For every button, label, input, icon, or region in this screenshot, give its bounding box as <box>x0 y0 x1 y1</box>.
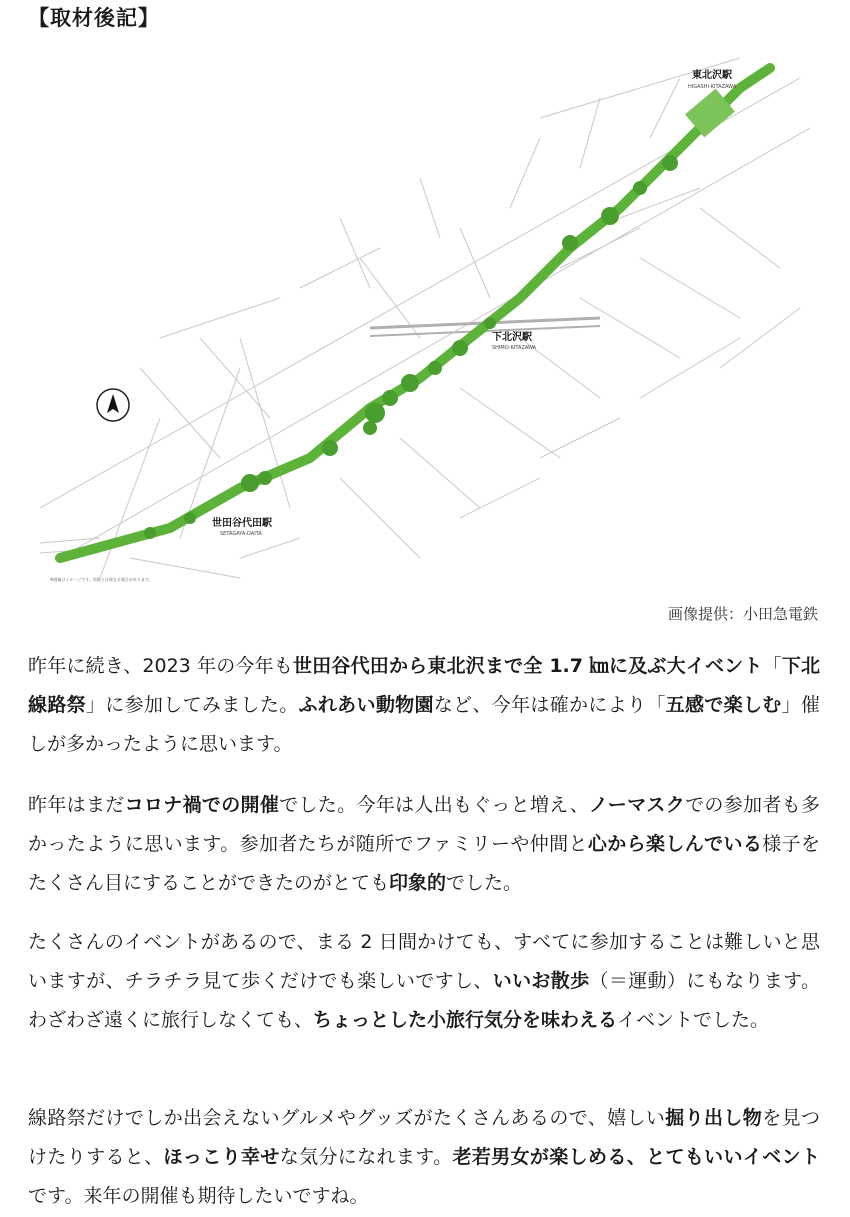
paragraph-2 <box>28 786 820 903</box>
body-text: （＝運動）にもなります。わざわざ遠くに旅行しなくても、 <box>28 970 820 1031</box>
emphasis-text: ちょっとした小旅行気分を味わえる <box>313 1009 618 1031</box>
body-text: を見つけたりすると、 <box>28 1107 820 1168</box>
north-arrow-icon <box>97 389 129 421</box>
body-text: な気分になれます。 <box>279 1146 453 1168</box>
svg-text:下北沢駅: 下北沢駅 <box>492 332 532 343</box>
svg-text:SHIMO-KITAZAWA: SHIMO-KITAZAWA <box>492 345 537 351</box>
body-text: など、今年は確かにより「 <box>433 694 666 716</box>
emphasis-text: 老若男女が楽しめる、とてもいいイベント <box>452 1146 820 1168</box>
svg-text:世田谷代田駅: 世田谷代田駅 <box>212 518 272 529</box>
body-text: イベントでした。 <box>617 1009 770 1031</box>
emphasis-text: ふれあい動物園 <box>298 694 434 716</box>
paragraph-3 <box>28 923 820 1040</box>
emphasis-text: 世田谷代田から東北沢まで全 1.7 ㎞に及ぶ大イベント <box>292 655 763 677</box>
svg-text:東北沢駅: 東北沢駅 <box>692 70 732 81</box>
paragraph-1 <box>28 647 820 764</box>
emphasis-text: いいお散歩 <box>492 970 590 992</box>
body-text: です。来年の開催も期待したいですね。 <box>28 1185 369 1207</box>
emphasis-text: 五感で楽しむ <box>665 694 782 716</box>
image-credit: 画像提供：小田急電鉄 <box>667 605 818 623</box>
station-label-setagaya-daita <box>212 516 272 537</box>
svg-text:HIGASHI-KITAZAWA: HIGASHI-KITAZAWA <box>688 84 737 90</box>
body-text: 」に参加してみました。 <box>85 694 299 716</box>
body-text: 昨年はまだ <box>28 794 125 816</box>
emphasis-text: 下北線路祭 <box>28 655 820 716</box>
svg-text:SETAGAYA-DAITA: SETAGAYA-DAITA <box>220 531 262 537</box>
body-text: でした。 <box>446 872 523 894</box>
body-text: でした。今年は人出もぐっと増え、 <box>279 794 590 816</box>
paragraph-4 <box>28 1099 820 1216</box>
body-text: での参加者も多かったように思います。参加者たちが随所でファミリーや仲間と <box>28 794 820 855</box>
body-text: 昨年に続き、2023 年の今年も <box>28 655 293 677</box>
body-text: 様子をたくさん目にすることができたのがとても <box>28 833 820 894</box>
body-text: 線路祭だけでしか出会えないグルメやグッズがたくさんあるので、嬉しい <box>28 1107 666 1129</box>
section-heading: 【取材後記】 <box>28 6 160 30</box>
emphasis-text: ほっこり幸せ <box>163 1146 280 1168</box>
emphasis-text: コロナ禍での開催 <box>124 794 280 816</box>
station-label-higashi-kitazawa <box>688 68 737 90</box>
emphasis-text: ノーマスク <box>589 794 686 816</box>
emphasis-text: 掘り出し物 <box>665 1107 763 1129</box>
body-text: たくさんのイベントがあるので、まる 2 日間かけても、すべてに参加することは難しいと思いますが、チラチラ見て歩くだけでも楽しいですし、 <box>28 931 820 992</box>
emphasis-text: 心から楽しんでいる <box>587 833 763 855</box>
station-label-shimo-kitazawa <box>492 330 537 351</box>
body-text: 「 <box>762 655 782 677</box>
body-text: 」催しが多かったように思います。 <box>28 694 820 755</box>
emphasis-text: 印象的 <box>389 872 447 894</box>
map-footnote: ※画像はイメージです。実際とは異なる場合があります。 <box>50 577 153 582</box>
route-map <box>40 38 810 588</box>
green-corridor <box>60 68 770 558</box>
tree-clusters <box>144 155 678 539</box>
